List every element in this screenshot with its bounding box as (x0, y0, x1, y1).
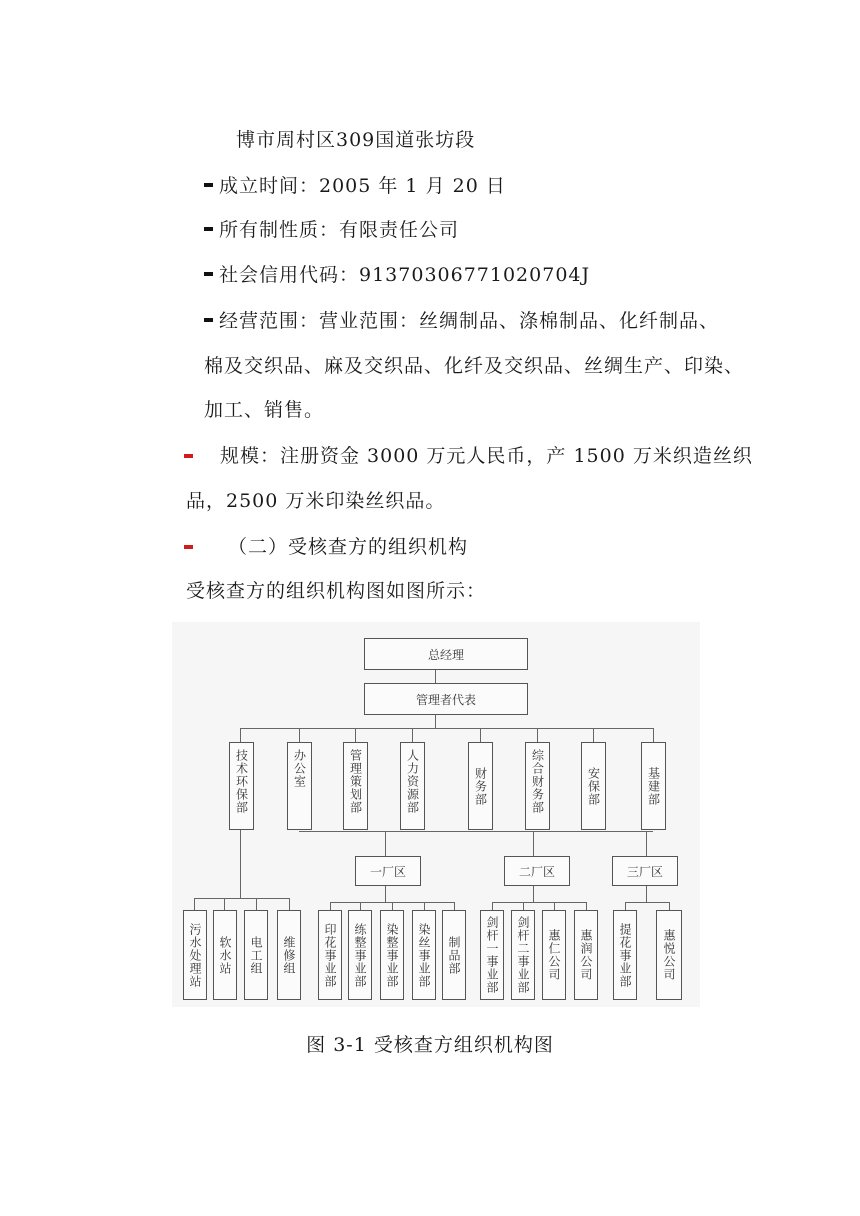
unit-box: 染丝事业部 (412, 910, 436, 1000)
chart-intro: 受核查方的组织机构图如图所示： (186, 580, 487, 602)
unit-box: 染整事业部 (380, 910, 404, 1000)
ownership-item (204, 218, 459, 242)
factory-box: 二厂区 (504, 856, 570, 886)
unit-box: 污水处理站 (183, 910, 207, 1000)
credit-code-item (204, 263, 590, 287)
department-box: 安保部 (581, 742, 606, 830)
bullet-icon (204, 318, 213, 322)
red-bullet-icon (184, 545, 193, 549)
scope-text-1: 经营范围：营业范围：丝绸制品、涤棉制品、化纤制品、 (219, 310, 720, 332)
unit-box: 惠仁公司 (542, 910, 566, 1000)
unit-box: 提花事业部 (613, 910, 637, 1000)
address-continuation: 博市周村区309国道张坊段 (236, 129, 476, 151)
factory-box: 三厂区 (612, 856, 678, 886)
unit-box: 剑杆二事业部 (511, 910, 535, 1000)
established-text: 成立时间：2005 年 1 月 20 日 (219, 175, 506, 197)
department-box: 财务部 (468, 742, 493, 830)
department-box: 管理策划部 (343, 742, 368, 830)
unit-box: 惠悦公司 (656, 910, 682, 1000)
unit-box: 惠润公司 (574, 910, 598, 1000)
scale-text-1: 规模：注册资金 3000 万元人民币，产 1500 万米织造丝织 (220, 445, 753, 467)
bullet-icon (204, 183, 213, 187)
general-manager-box: 总经理 (364, 638, 528, 670)
established-item (204, 174, 506, 198)
unit-box: 制品部 (442, 910, 466, 1000)
bullet-icon (204, 272, 213, 276)
credit-code-text: 社会信用代码：91370306771020704J (219, 264, 591, 286)
ownership-text: 所有制性质：有限责任公司 (219, 219, 460, 241)
scope-text-3: 加工、销售。 (204, 399, 325, 421)
department-box: 基建部 (641, 742, 666, 830)
department-box: 技术环保部 (229, 742, 254, 830)
scale-text-2: 品，2500 万米印染丝织品。 (186, 490, 446, 512)
unit-box: 剑杆一事业部 (480, 910, 504, 1000)
red-bullet-icon (184, 454, 193, 458)
scope-text-2: 棉及交织品、麻及交织品、化纤及交织品、丝绸生产、印染、 (204, 355, 745, 377)
section-heading: （二）受核查方的组织机构 (228, 536, 469, 558)
department-box: 综合财务部 (525, 742, 550, 830)
org-chart-figure (172, 622, 700, 1007)
unit-box: 印花事业部 (318, 910, 342, 1000)
unit-box: 电工组 (244, 910, 268, 1000)
department-box: 办公室 (287, 742, 312, 830)
bullet-icon (204, 227, 213, 231)
factory-box: 一厂区 (355, 856, 421, 886)
unit-box: 软水站 (213, 910, 237, 1000)
scope-item (204, 309, 719, 333)
unit-box: 维修组 (277, 910, 301, 1000)
management-representative-box: 管理者代表 (364, 683, 528, 715)
figure-caption: 图 3-1 受核查方组织机构图 (306, 1034, 554, 1056)
unit-box: 练整事业部 (348, 910, 372, 1000)
department-box: 人力资源部 (400, 742, 425, 830)
